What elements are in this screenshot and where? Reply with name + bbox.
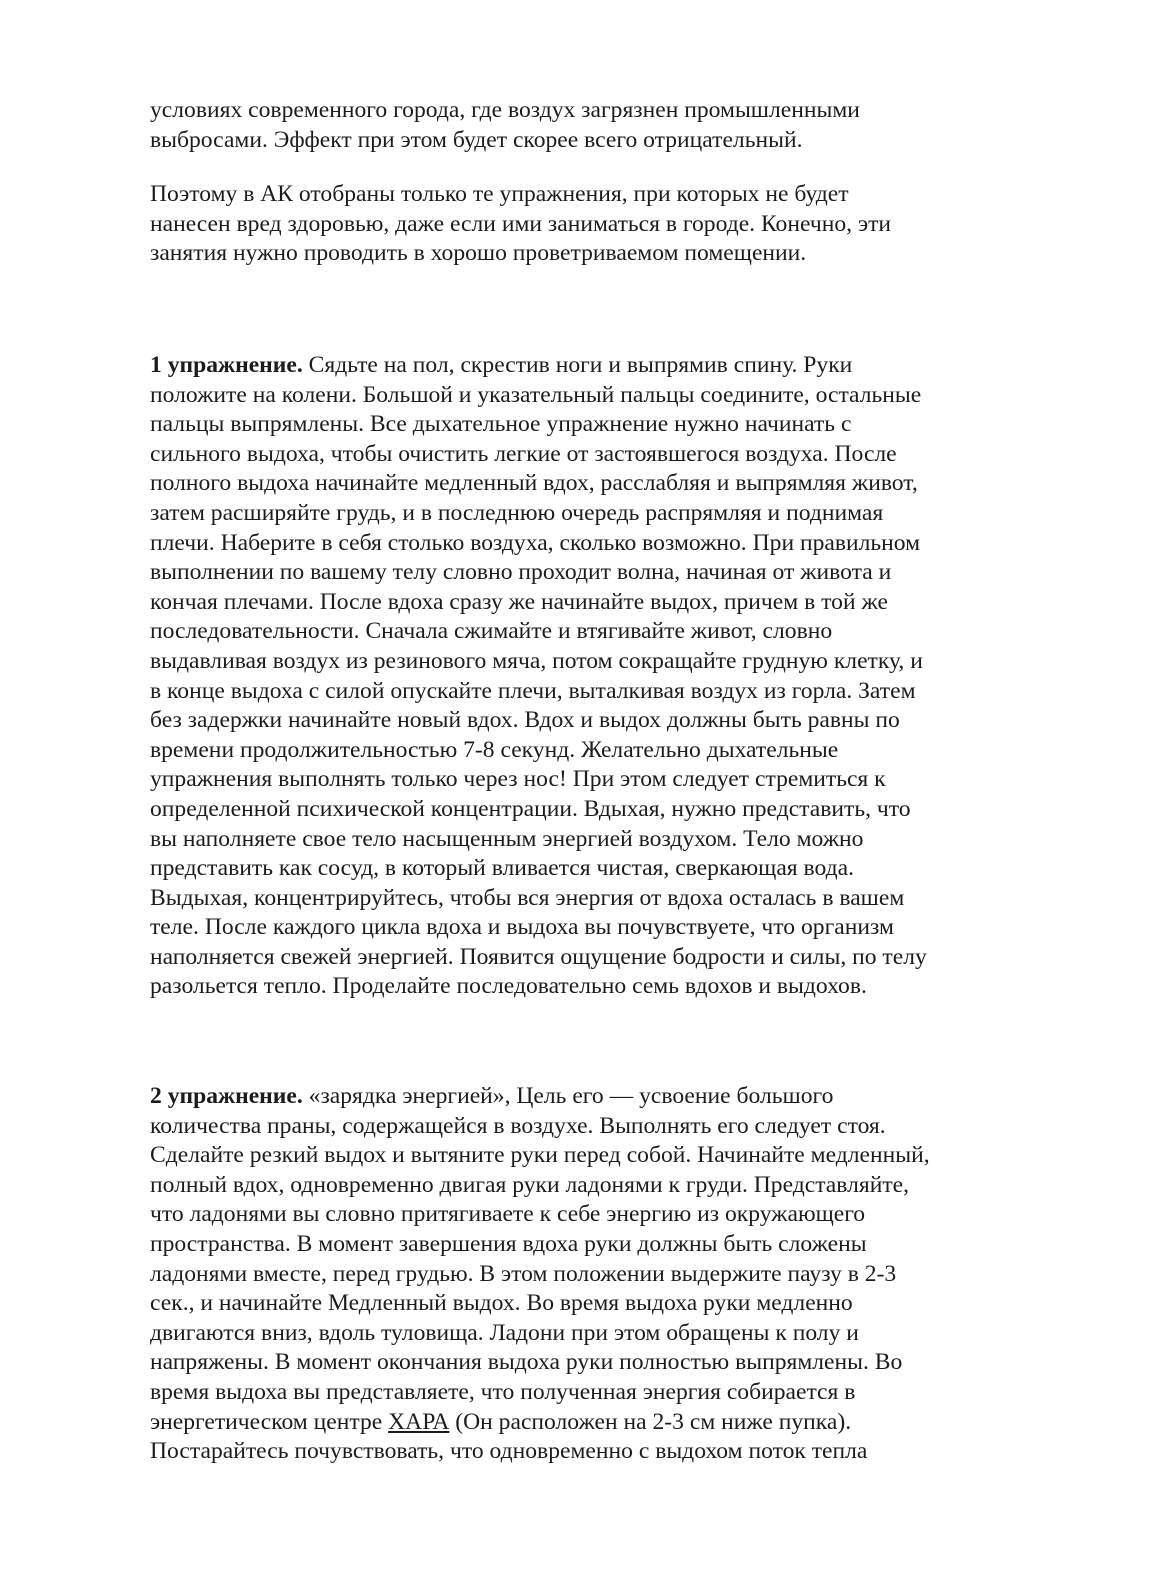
text-line: пространства. В момент завершения вдоха руки должны быть сложены <box>150 1230 867 1257</box>
text-line: Постарайтесь почувствовать, что одновременно с выдохом поток тепла <box>150 1438 868 1465</box>
text-line: выполнении по вашему телу словно проходит волна, начиная от живота и <box>150 559 892 586</box>
text-line: занятия нужно проводить в хорошо проветриваемом помещении. <box>150 240 807 267</box>
text-line: вы наполняете свое тело насыщенным энергией воздухом. Тело можно <box>150 825 864 852</box>
text-line: количества праны, содержащейся в воздухе. Выполнять его следует стоя. <box>150 1112 886 1139</box>
text-line: двигаются вниз, вдоль туловища. Ладони при этом обращены к полу и <box>150 1319 859 1346</box>
text-line: сек., и начинайте Медленный выдох. Во время выдоха руки медленно <box>150 1290 853 1317</box>
text-line: представить как сосуд, в который вливается чистая, сверкающая вода. <box>150 855 855 882</box>
text-line: полного выдоха начинайте медленный вдох, расслабляя и выпрямляя живот, <box>150 470 918 497</box>
hara-line <box>150 1408 1020 1438</box>
exercise-2-first-line <box>150 1082 1020 1112</box>
text-line: разольется тепло. Проделайте последовательно семь вдохов и выдохов. <box>150 973 867 1000</box>
text-line: время выдоха вы представляете, что полученная энергия собирается в <box>150 1378 856 1405</box>
text-line: выбросами. Эффект при этом будет скорее всего отрицательный. <box>150 126 803 153</box>
exercise-2-heading: 2 упражнение. <box>150 1083 303 1109</box>
text-line: последовательности. Сначала сжимайте и втягивайте живот, словно <box>150 618 833 645</box>
hara-line-before: энергетическом центре <box>150 1408 389 1435</box>
text-line: затем расширяйте грудь, и в последнюю очередь распрямляя и поднимая <box>150 499 884 526</box>
exercise-1-paragraph <box>150 351 1020 1002</box>
text-line: пальцы выпрямлены. Все дыхательное упражнение нужно начинать с <box>150 411 852 438</box>
text-line: времени продолжительностью 7-8 секунд. Желательно дыхательные <box>150 736 839 763</box>
text-line: плечи. Наберите в себя столько воздуха, сколько возможно. При правильном <box>150 529 921 556</box>
exercise-1-heading: 1 упражнение. <box>150 352 303 378</box>
text-line: без задержки начинайте новый вдох. Вдох и выдох должны быть равны по <box>150 707 900 734</box>
intro-paragraph <box>150 96 1020 155</box>
selection-paragraph <box>150 180 1020 269</box>
exercise-2-intro-text: «зарядка энергией», Цель его — усвоение большого <box>302 1083 834 1109</box>
text-line: условиях современного города, где воздух загрязнен промышленными <box>150 97 860 123</box>
text-line: Сделайте резкий выдох и вытяните руки перед собой. Начинайте медленный, <box>150 1142 930 1169</box>
text-line: Выдыхая, концентрируйтесь, чтобы вся энергия от вдоха осталась в вашем <box>150 884 905 911</box>
exercise-2-paragraph <box>150 1082 1020 1467</box>
text-line: в конце выдоха с силой опускайте плечи, выталкивая воздух из горла. Затем <box>150 677 916 704</box>
text-line: нанесен вред здоровью, даже если ими заниматься в городе. Конечно, эти <box>150 210 892 237</box>
text-line: что ладонями вы словно притягиваете к себе энергию из окружающего <box>150 1201 866 1228</box>
text-line: сильного выдоха, чтобы очистить легкие от застоявшегося воздуха. После <box>150 440 897 467</box>
hara-link[interactable]: ХАРА <box>388 1408 450 1435</box>
text-line: теле. После каждого цикла вдоха и выдоха вы почувствуете, что организм <box>150 914 894 941</box>
text-line: напряжены. В момент окончания выдоха руки полностью выпрямлены. Во <box>150 1349 903 1376</box>
text-line: положите на колени. Большой и указательный пальцы соедините, остальные <box>150 381 922 408</box>
text-line: кончая плечами. После вдоха сразу же начинайте выдох, причем в той же <box>150 588 888 615</box>
hara-line-after: (Он расположен на 2-3 см ниже пупка). <box>449 1408 852 1435</box>
text-line: ладонями вместе, перед грудью. В этом положении выдержите паузу в 2-3 <box>150 1260 897 1287</box>
text-line: определенной психической концентрации. Вдыхая, нужно представить, что <box>150 795 911 822</box>
text-line: упражнения выполнять только через нос! При этом следует стремиться к <box>150 766 886 793</box>
text-line: выдавливая воздух из резинового мяча, потом сокращайте грудную клетку, и <box>150 647 923 674</box>
text-line: наполняется свежей энергией. Появится ощущение бодрости и силы, по телу <box>150 943 927 970</box>
text-line: Поэтому в АК отобраны только те упражнения, при которых не будет <box>150 181 849 207</box>
text-line: полный вдох, одновременно двигая руки ладонями к груди. Представляйте, <box>150 1171 910 1198</box>
exercise-1-intro-text: Сядьте на пол, скрестив ноги и выпрямив спину. Руки <box>302 352 853 378</box>
exercise-1-first-line <box>150 351 1020 381</box>
